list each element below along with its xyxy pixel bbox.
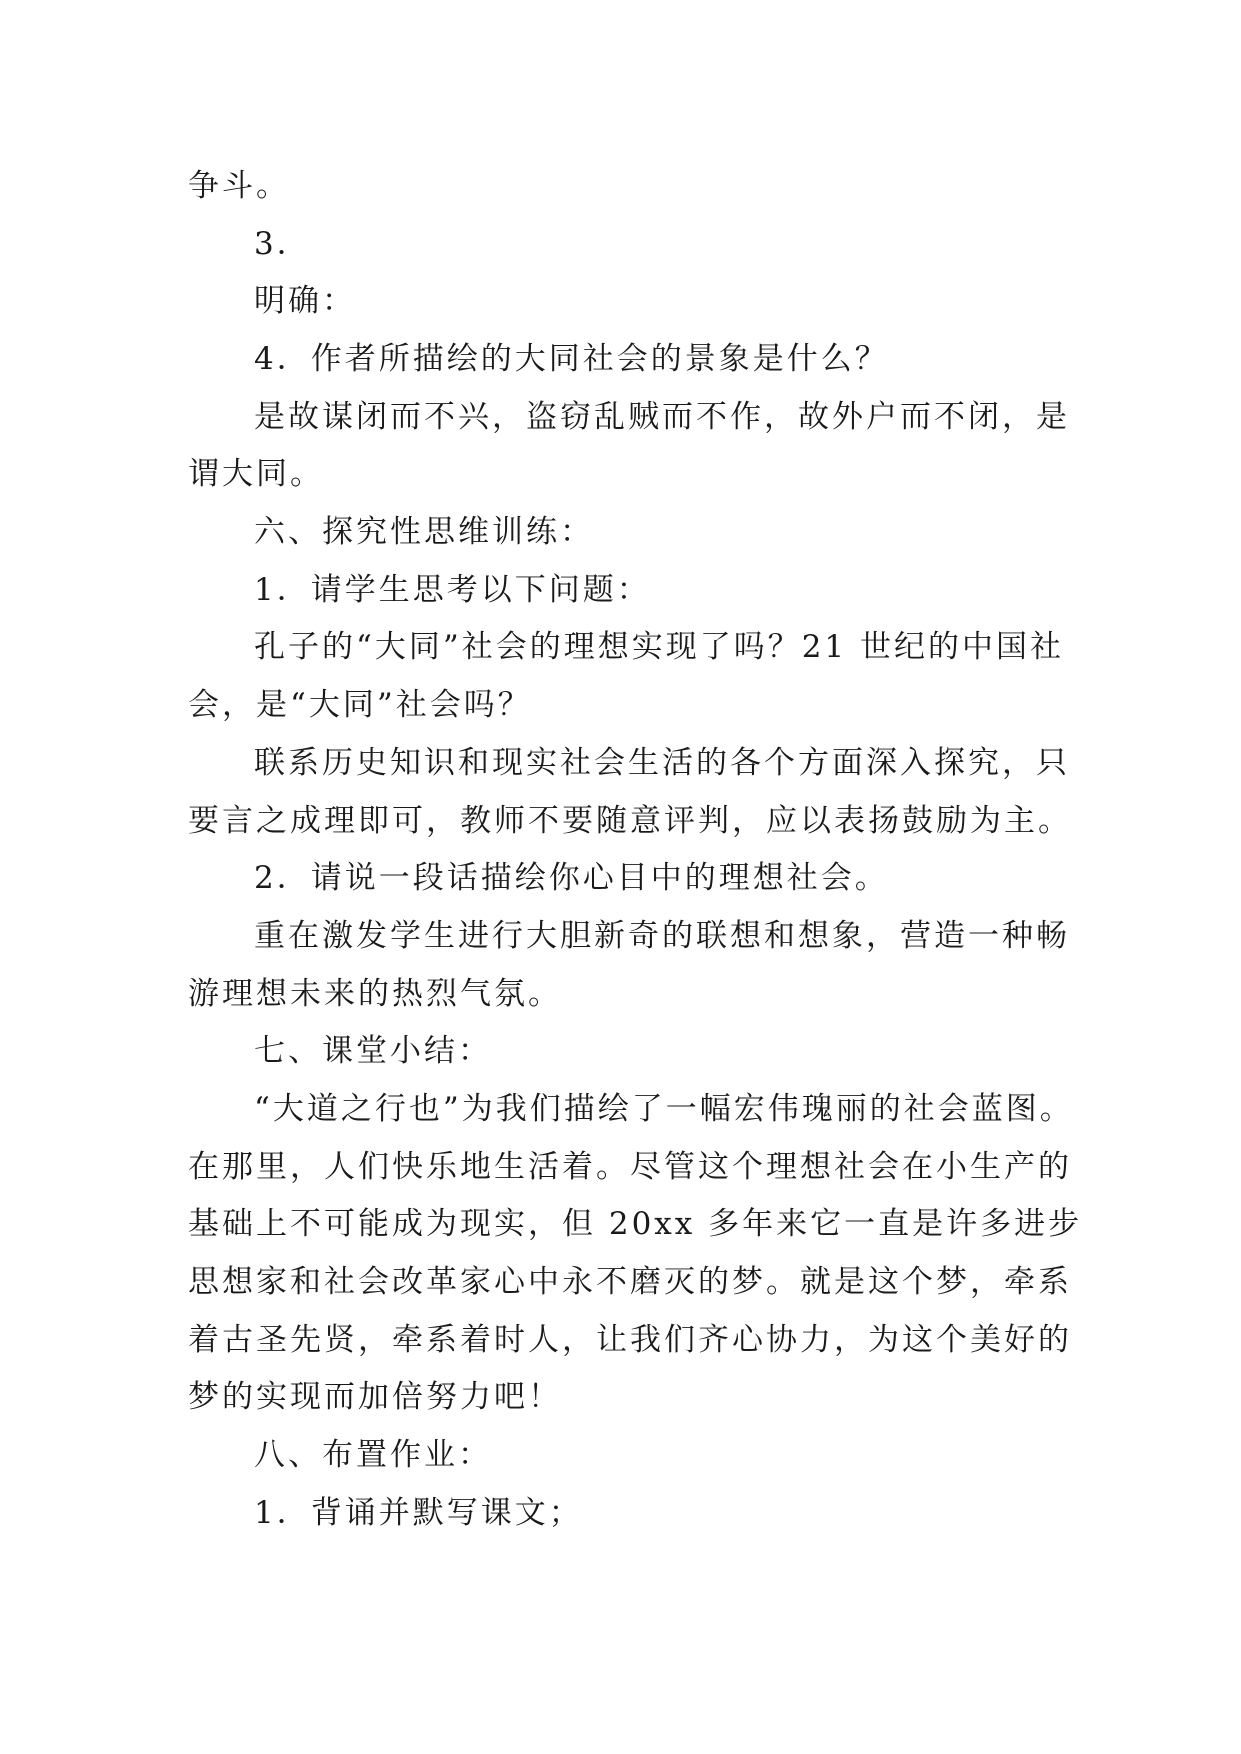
text-line: 基础上不可能成为现实，但 20xx 多年来它一直是许多进步 <box>188 1206 1083 1242</box>
text-line: “大道之行也”为我们描绘了一幅宏伟瑰丽的社会蓝图。 <box>254 1091 1074 1127</box>
text-line: 游理想未来的热烈气氛。 <box>188 976 562 1012</box>
text-line: 会，是“大同”社会吗？ <box>188 687 532 723</box>
text-line: 思想家和社会改革家心中永不磨灭的梦。就是这个梦，牵系 <box>188 1264 1072 1300</box>
text-line: 重在激发学生进行大胆新奇的联想和想象，营造一种畅 <box>254 918 1070 954</box>
text-line: 是故谋闭而不兴，盗窃乱贼而不作，故外户而不闭，是 <box>254 399 1070 435</box>
text-line: 谓大同。 <box>188 456 324 492</box>
text-line: 1．背诵并默写课文； <box>254 1495 583 1531</box>
text-line: 梦的实现而加倍努力吧！ <box>188 1379 562 1415</box>
text-line: 孔子的“大同”社会的理想实现了吗？21 世纪的中国社 <box>254 629 1064 665</box>
text-line: 着古圣先贤，牵系着时人，让我们齐心协力，为这个美好的 <box>188 1322 1072 1358</box>
text-line: 要言之成理即可，教师不要随意评判，应以表扬鼓励为主。 <box>188 803 1072 839</box>
text-line: 六、探究性思维训练： <box>254 514 594 550</box>
text-line: 2．请说一段话描绘你心目中的理想社会。 <box>254 860 889 896</box>
text-line: 明确： <box>254 283 356 319</box>
text-line: 联系历史知识和现实社会生活的各个方面深入探究，只 <box>254 745 1070 781</box>
text-line: 七、课堂小结： <box>254 1033 492 1069</box>
text-line: 争斗。 <box>188 168 290 204</box>
text-line: 八、布置作业： <box>254 1437 492 1473</box>
text-line: 1．请学生思考以下问题： <box>254 572 651 608</box>
text-line: 3． <box>254 226 311 262</box>
text-line: 4．作者所描绘的大同社会的景象是什么？ <box>254 341 889 377</box>
text-line: 在那里，人们快乐地生活着。尽管这个理想社会在小生产的 <box>188 1149 1072 1185</box>
